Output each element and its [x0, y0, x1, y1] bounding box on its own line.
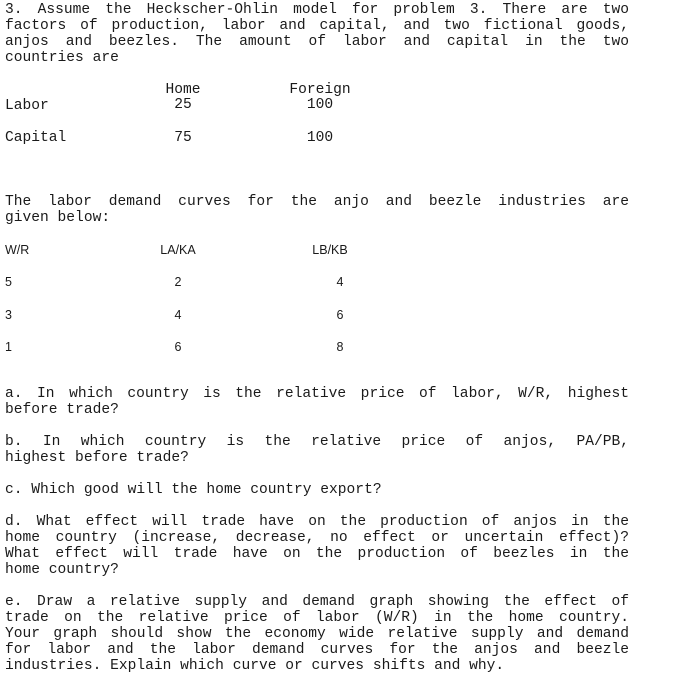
cell-la-ka: 2 — [174, 275, 182, 289]
question-d-line: home country? — [5, 562, 119, 578]
question-d-line: What effect will trade have on the production of beezles in the — [5, 546, 629, 562]
cell-wr: 5 — [5, 275, 12, 289]
cell-wr: 3 — [5, 308, 12, 322]
question-c-line: c. Which good will the home country export? — [5, 482, 382, 498]
question-d — [5, 514, 629, 578]
intro-line: 3. Assume the Heckscher-Ohlin model for problem 3. There are two — [5, 2, 629, 18]
header-wr: W/R — [5, 243, 30, 257]
cell-wr: 1 — [5, 340, 12, 354]
cell-home-labor: 25 — [174, 97, 192, 113]
cell-la-ka: 6 — [174, 340, 182, 354]
labor-demand-line: given below: — [5, 210, 111, 226]
question-e-line: industries. Explain which curve or curves shifts and why. — [5, 658, 505, 674]
cell-foreign-labor: 100 — [306, 97, 334, 113]
cell-lb-kb: 4 — [336, 275, 344, 289]
question-e-line: for labor and the labor demand curves for the anjos and beezle — [5, 642, 629, 658]
question-a — [5, 386, 629, 418]
question-b-line: highest before trade? — [5, 450, 189, 466]
header-la-ka: LA/KA — [160, 243, 196, 257]
question-a-line: a. In which country is the relative price of labor, W/R, highest — [5, 386, 629, 402]
cell-foreign-capital: 100 — [306, 130, 334, 146]
cell-lb-kb: 6 — [336, 308, 344, 322]
cell-la-ka: 4 — [174, 308, 182, 322]
question-e-line: e. Draw a relative supply and demand graph showing the effect of — [5, 594, 629, 610]
cell-home-capital: 75 — [174, 130, 192, 146]
row-label-capital: Capital — [5, 130, 67, 146]
header-foreign: Foreign — [289, 82, 351, 98]
cell-lb-kb: 8 — [336, 340, 344, 354]
header-home: Home — [165, 82, 201, 98]
header-lb-kb: LB/KB — [312, 243, 348, 257]
labor-demand-paragraph — [5, 194, 629, 226]
question-b — [5, 434, 629, 466]
intro-line: countries are — [5, 50, 119, 66]
question-a-line: before trade? — [5, 402, 119, 418]
question-e — [5, 594, 629, 674]
labor-demand-line: The labor demand curves for the anjo and beezle industries are — [5, 194, 629, 210]
row-label-labor: Labor — [5, 98, 49, 114]
intro-paragraph — [5, 2, 629, 66]
question-e-line: Your graph should show the economy wide relative supply and demand — [5, 626, 629, 642]
question-c — [5, 482, 629, 498]
question-d-line: home country (increase, decrease, no effect or uncertain effect)? — [5, 530, 629, 546]
intro-line: factors of production, labor and capital, and two fictional goods, — [5, 18, 629, 34]
question-b-line: b. In which country is the relative price of anjos, PA/PB, — [5, 434, 629, 450]
question-d-line: d. What effect will trade have on the production of anjos in the — [5, 514, 629, 530]
intro-line: anjos and beezles. The amount of labor and capital in the two — [5, 34, 629, 50]
question-e-line: trade on the relative price of labor (W/R) in the home country. — [5, 610, 629, 626]
